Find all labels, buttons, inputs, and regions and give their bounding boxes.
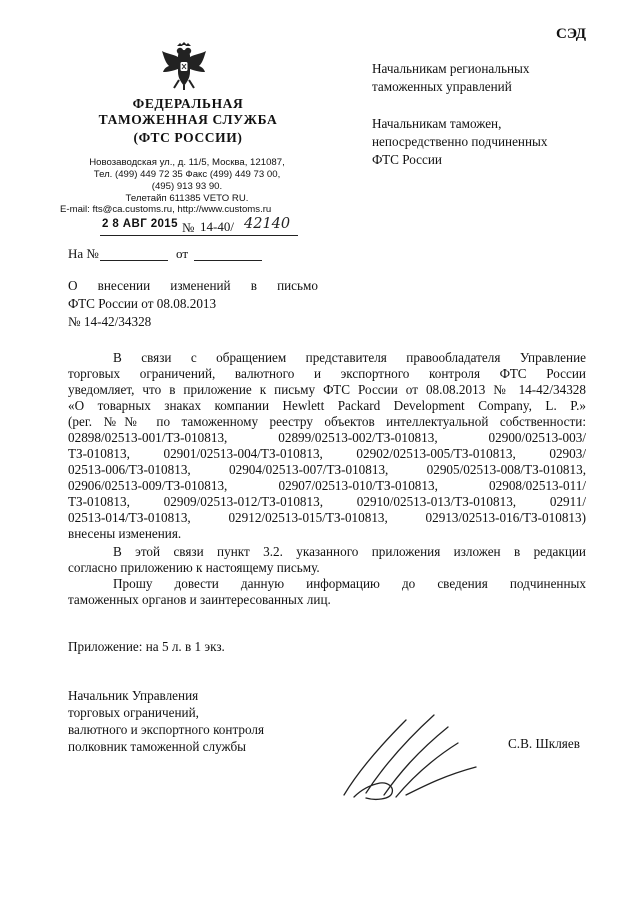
- body-line: «О товарных знаках компании Hewlett Packard Development Company, L. P.»: [68, 398, 586, 413]
- addressee-block-regional: [372, 60, 530, 96]
- document-corner-mark: СЭД: [556, 26, 587, 42]
- signatory-name: С.В. Шкляев: [508, 736, 580, 751]
- registration-underline: [100, 235, 298, 236]
- body-line: торговых ограничений, валютного и экспортного контроля ФТС России: [68, 366, 586, 381]
- attachment-note: Приложение: на 5 л. в 1 экз.: [68, 639, 225, 654]
- body-line: (рег. №№ по таможенному реестру объектов интеллектуальной собственности:: [68, 414, 586, 429]
- addressee-block-customs: [372, 115, 548, 169]
- body-line: 02513-006/ТЗ-010813, 02904/02513-007/ТЗ-010813, 02905/02513-008/ТЗ-010813,: [68, 462, 586, 477]
- body-line: ТЗ-010813, 02909/02513-012/ТЗ-010813, 02910/02513-013/ТЗ-010813, 02911/: [68, 494, 586, 509]
- registration-number-label: №: [182, 220, 195, 235]
- phone-line: (495) 913 93 90.: [151, 181, 223, 192]
- addressee-line: таможенных управлений: [372, 79, 512, 94]
- org-name-line2: ТАМОЖЕННАЯ СЛУЖБА: [98, 112, 278, 127]
- body-line: В связи с обращением представителя правообладателя Управление: [113, 350, 586, 365]
- org-abbreviation: (ФТС РОССИИ): [133, 130, 243, 145]
- subject-line: № 14-42/34328: [68, 314, 152, 329]
- reference-number-label: На №: [68, 246, 99, 261]
- body-paragraph-3: [68, 576, 586, 608]
- position-line: Начальник Управления: [68, 688, 199, 703]
- addressee-line: непосредственно подчиненных: [372, 134, 548, 149]
- subject-line: О внесении изменений в письмо: [68, 278, 318, 293]
- body-line: таможенных органов и заинтересованных лиц.: [68, 592, 331, 607]
- addressee-line: ФТС России: [372, 152, 442, 167]
- registration-date: 2 8 АВГ 2015: [102, 218, 178, 230]
- position-line: торговых ограничений,: [68, 705, 199, 720]
- body-line: согласно приложению к настоящему письму.: [68, 560, 320, 575]
- body-line: уведомляет, что в приложение к письму ФТС России от 08.08.2013 № 14-42/34328: [68, 382, 586, 397]
- registration-number-printed: 14-40/: [200, 219, 234, 234]
- body-line: В этой связи пункт 3.2. указанного приложения изложен в редакции: [113, 544, 586, 559]
- body-line: Прошу довести данную информацию до сведения подчиненных: [113, 576, 586, 591]
- coat-of-arms-emblem: [159, 42, 209, 90]
- email-web-line[interactable]: E-mail: fts@ca.customs.ru, http://www.customs.ru: [60, 204, 272, 215]
- teletype-line: Телетайп 611385 VETO RU.: [125, 193, 249, 204]
- body-paragraph-1: [68, 350, 586, 542]
- letter-subject: [68, 277, 318, 331]
- reference-date-label: от: [176, 246, 189, 261]
- body-line: внесены изменения.: [68, 526, 182, 541]
- addressee-line: Начальникам таможен,: [372, 116, 502, 131]
- position-line: полковник таможенной службы: [68, 739, 247, 754]
- reference-number-field: [100, 260, 168, 261]
- body-line: ТЗ-010813, 02901/02513-004/ТЗ-010813, 02902/02513-005/ТЗ-010813, 02903/: [68, 446, 586, 461]
- body-paragraph-2: [68, 544, 586, 576]
- phone-fax-line: Тел. (499) 449 72 35 Факс (499) 449 73 00,: [93, 169, 281, 180]
- subject-line: ФТС России от 08.08.2013: [68, 296, 217, 311]
- reference-date-field: [194, 260, 262, 261]
- letter-body: [68, 350, 586, 608]
- body-line: 02513-014/ТЗ-010813, 02912/02513-015/ТЗ-010813, 02913/02513-016/ТЗ-010813): [68, 510, 586, 525]
- registration-number-handwritten: 42140: [244, 216, 291, 232]
- position-line: валютного и экспортного контроля: [68, 722, 265, 737]
- body-line: 02906/02513-009/ТЗ-010813, 02907/02513-010/ТЗ-010813, 02908/02513-011/: [68, 478, 586, 493]
- signatory-position: [68, 687, 264, 755]
- org-name-line1: ФЕДЕРАЛЬНАЯ: [132, 96, 244, 111]
- addressee-line: Начальникам региональных: [372, 61, 530, 76]
- handwritten-signature: [336, 705, 486, 805]
- body-line: 02898/02513-001/ТЗ-010813, 02899/02513-002/ТЗ-010813, 02900/02513-003/: [68, 430, 586, 445]
- address-line: Новозаводская ул., д. 11/5, Москва, 121087,: [89, 157, 285, 168]
